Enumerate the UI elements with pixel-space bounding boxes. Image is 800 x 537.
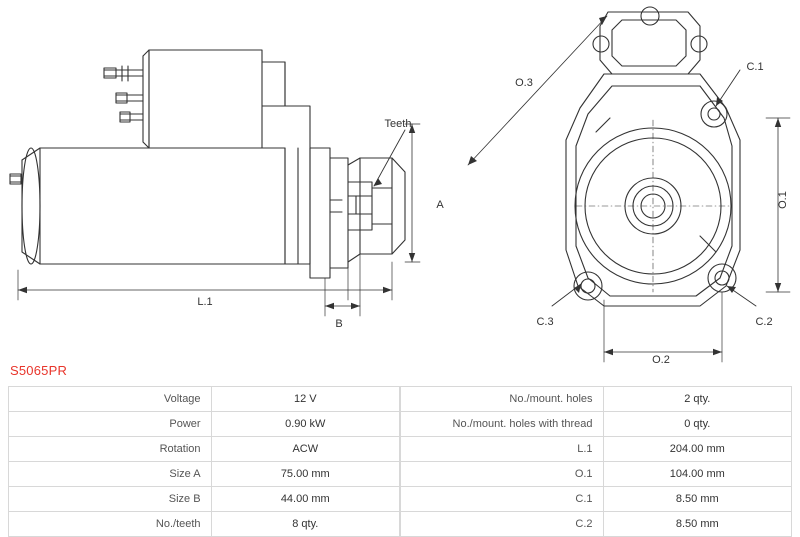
table-row bbox=[401, 387, 792, 412]
leader-c2 bbox=[727, 286, 756, 306]
spec-value: 12 V bbox=[211, 387, 399, 412]
label-o1: O.1 bbox=[777, 191, 789, 209]
label-c1: C.1 bbox=[746, 61, 764, 73]
table-row bbox=[9, 412, 400, 437]
table-row bbox=[9, 462, 400, 487]
table-row bbox=[401, 487, 792, 512]
side-view-body bbox=[10, 50, 405, 278]
spec-label: C.1 bbox=[401, 487, 604, 512]
table-row bbox=[9, 387, 400, 412]
spec-value: 8 qty. bbox=[211, 512, 399, 537]
spec-value: 44.00 mm bbox=[211, 487, 399, 512]
spec-label: No./teeth bbox=[9, 512, 212, 537]
label-o3: O.3 bbox=[515, 77, 533, 89]
spec-label: Voltage bbox=[9, 387, 212, 412]
spec-value: 8.50 mm bbox=[603, 512, 791, 537]
spec-value: 204.00 mm bbox=[603, 437, 791, 462]
label-teeth: Teeth bbox=[384, 118, 412, 130]
spec-value: 0 qty. bbox=[603, 412, 791, 437]
spec-label: Rotation bbox=[9, 437, 212, 462]
spec-label: No./mount. holes with thread bbox=[401, 412, 604, 437]
dimension-o3 bbox=[468, 16, 607, 165]
table-row bbox=[401, 412, 792, 437]
spec-label: Size A bbox=[9, 462, 212, 487]
table-row bbox=[9, 512, 400, 537]
table-row bbox=[401, 462, 792, 487]
label-c2: C.2 bbox=[755, 316, 773, 328]
spec-value: 8.50 mm bbox=[603, 487, 791, 512]
leader-c1 bbox=[716, 70, 740, 106]
table-row bbox=[401, 512, 792, 537]
spec-table-right bbox=[400, 386, 792, 537]
label-o2: O.2 bbox=[652, 354, 670, 366]
spec-value: ACW bbox=[211, 437, 399, 462]
center-lines bbox=[576, 120, 732, 292]
spec-value: 0.90 kW bbox=[211, 412, 399, 437]
table-row bbox=[401, 437, 792, 462]
spec-label: L.1 bbox=[401, 437, 604, 462]
label-l1: L.1 bbox=[197, 296, 213, 308]
spec-table-left bbox=[8, 386, 400, 537]
spec-value: 2 qty. bbox=[603, 387, 791, 412]
part-number: S5065PR bbox=[10, 363, 68, 378]
spec-label: C.2 bbox=[401, 512, 604, 537]
label-a: A bbox=[436, 199, 444, 211]
spec-value: 104.00 mm bbox=[603, 462, 791, 487]
spec-label: Size B bbox=[9, 487, 212, 512]
front-view-body bbox=[566, 7, 740, 306]
label-c3: C.3 bbox=[536, 316, 554, 328]
label-b: B bbox=[335, 318, 343, 330]
spec-label: Power bbox=[9, 412, 212, 437]
table-row bbox=[9, 487, 400, 512]
table-row bbox=[9, 437, 400, 462]
dimension-a bbox=[405, 124, 420, 262]
spec-label: O.1 bbox=[401, 462, 604, 487]
specifications bbox=[8, 386, 792, 537]
spec-value: 75.00 mm bbox=[211, 462, 399, 487]
spec-label: No./mount. holes bbox=[401, 387, 604, 412]
